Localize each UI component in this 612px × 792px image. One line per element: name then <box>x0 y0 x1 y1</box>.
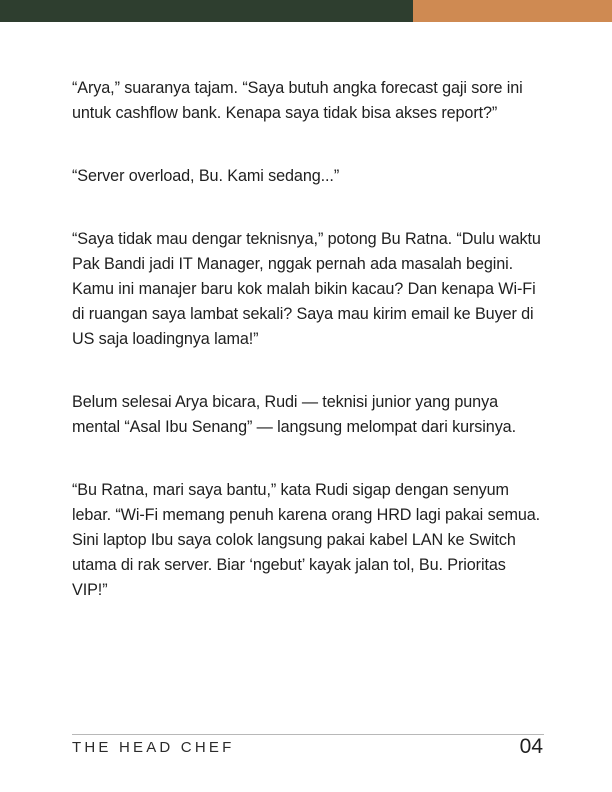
paragraph: Belum selesai Arya bicara, Rudi — teknisi junior yang punya mental “Asal Ibu Senang” — langsung melompat dari kursinya. <box>72 393 516 436</box>
paragraph: “Bu Ratna, mari saya bantu,” kata Rudi sigap dengan senyum lebar. “Wi-Fi memang penuh karena orang HRD lagi pakai semua. Sini laptop Ibu saya colok langsung pakai kabel LAN ke Switch utama di rak server. Biar ‘ngebut’ kayak jalan tol, Bu. Prioritas VIP!” <box>72 481 541 599</box>
page-number: 04 <box>519 735 543 758</box>
paragraph: “Saya tidak mau dengar teknisnya,” potong Bu Ratna. “Dulu waktu Pak Bandi jadi IT Manager, nggak pernah ada masalah begini. Kamu ini manajer baru kok malah bikin kacau? Dan kenapa Wi-Fi di ruangan saya lambat sekali? Saya mau kirim email ke Buyer di US saja loadingnya lama!” <box>72 230 541 348</box>
paragraph: “Arya,” suaranya tajam. “Saya butuh angka forecast gaji sore ini untuk cashflow bank. Kenapa saya tidak bisa akses report?” <box>72 79 523 122</box>
footer-divider <box>72 734 544 735</box>
header-bar-orange <box>413 0 612 22</box>
header-color-band <box>0 0 612 22</box>
story-body <box>72 76 542 641</box>
paragraph: “Server overload, Bu. Kami sedang...” <box>72 167 340 185</box>
header-bar-green <box>0 0 413 22</box>
footer-book-title: THE HEAD CHEF <box>72 739 235 756</box>
